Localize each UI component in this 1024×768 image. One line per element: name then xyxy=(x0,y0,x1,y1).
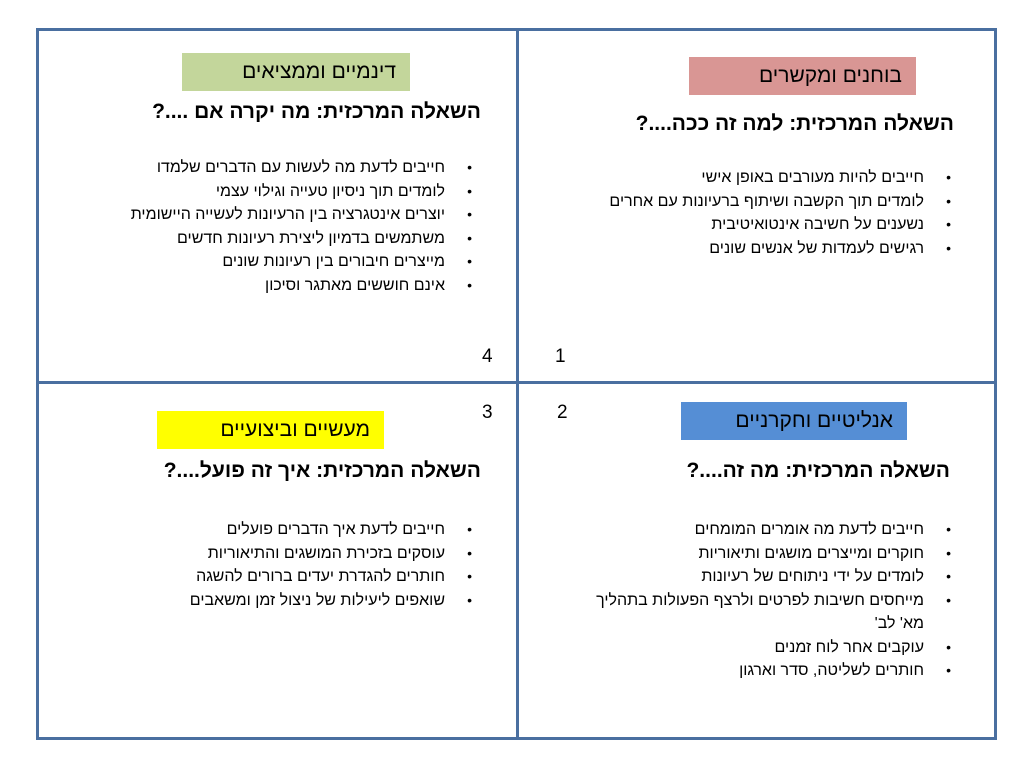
list-item xyxy=(96,589,476,613)
practical-question: השאלה המרכזית: איך זה פועל....? xyxy=(163,459,481,482)
list-item-text: עוקבים אחר לוח זמנים xyxy=(774,638,924,656)
list-item xyxy=(96,518,476,542)
analytic-label: אנליטיים וחקרניים xyxy=(681,402,907,440)
list-item-text: חותרים לשליטה, סדר וארגון xyxy=(739,662,924,679)
list-item xyxy=(96,542,476,566)
practical-list xyxy=(96,518,476,612)
bullet-icon: • xyxy=(946,192,951,209)
quadrant-number-4: 4 xyxy=(482,346,493,367)
testers-list xyxy=(595,166,955,260)
list-item-text: אינם חוששים מאתגר וסיכון xyxy=(265,276,445,294)
list-item xyxy=(595,589,955,636)
bullet-icon: • xyxy=(946,216,951,232)
list-item xyxy=(96,156,476,180)
bullet-icon: • xyxy=(467,276,472,293)
bullet-icon: • xyxy=(946,638,951,655)
list-item xyxy=(595,190,955,214)
list-item xyxy=(96,250,476,274)
quadrant-number-3: 3 xyxy=(482,402,493,423)
list-item-text: חייבים להיות מעורבים באופן אישי xyxy=(701,169,924,186)
bullet-icon: • xyxy=(467,521,472,537)
practical-label: מעשיים וביצועיים xyxy=(157,411,384,449)
bullet-icon: • xyxy=(467,229,472,246)
horizontal-divider xyxy=(36,381,997,384)
quadrant-number-2: 2 xyxy=(557,402,568,423)
list-item-text: חוקרים ומייצרים מושגים ותיאוריות xyxy=(698,544,924,562)
bullet-icon: • xyxy=(946,239,951,256)
list-item xyxy=(96,203,476,227)
list-item xyxy=(595,518,955,542)
bullet-icon: • xyxy=(467,253,472,269)
list-item-text: יוצרים אינטגרציה בין הרעיונות לעשייה היישומית xyxy=(130,206,445,223)
list-item-text: חותרים להגדרת יעדים ברורים להשגה xyxy=(196,568,445,585)
list-item xyxy=(96,565,476,589)
analytic-list xyxy=(595,518,955,683)
list-item-text: רגישים לעמדות של אנשים שונים xyxy=(709,239,924,257)
list-item xyxy=(96,227,476,251)
list-item xyxy=(595,659,955,683)
list-item-text: חייבים לדעת מה לעשות עם הדברים שלמדו xyxy=(156,159,445,176)
list-item-text: חייבים לדעת איך הדברים פועלים xyxy=(226,521,445,538)
testers-label: בוחנים ומקשרים xyxy=(689,57,916,95)
bullet-icon: • xyxy=(946,568,951,584)
bullet-icon: • xyxy=(946,662,951,678)
list-item xyxy=(96,180,476,204)
list-item-text: מייחסים חשיבות לפרטים ולרצף הפעולות בתהליך מא' לב' xyxy=(596,591,924,632)
quadrant-number-1: 1 xyxy=(555,346,566,367)
list-item-text: לומדים על ידי ניתוחים של רעיונות xyxy=(701,568,924,585)
bullet-icon: • xyxy=(467,206,472,222)
list-item-text: עוסקים בזכירת המושגים והתיאוריות xyxy=(207,544,445,562)
list-item-text: נשענים על חשיבה אינטואיטיבית xyxy=(711,216,924,233)
bullet-icon: • xyxy=(467,182,472,199)
bullet-icon: • xyxy=(946,169,951,185)
dynamic-list xyxy=(96,156,476,297)
list-item-text: חייבים לדעת מה אומרים המומחים xyxy=(694,521,924,538)
bullet-icon: • xyxy=(946,591,951,608)
testers-question: השאלה המרכזית: למה זה ככה....? xyxy=(635,112,954,135)
list-item xyxy=(595,237,955,261)
analytic-question: השאלה המרכזית: מה זה....? xyxy=(686,459,950,482)
list-item-text: משתמשים בדמיון ליצירת רעיונות חדשים xyxy=(177,229,445,247)
list-item xyxy=(96,274,476,298)
bullet-icon: • xyxy=(946,544,951,561)
dynamic-question: השאלה המרכזית: מה יקרה אם ....? xyxy=(152,100,481,123)
list-item-text: שואפים ליעילות של ניצול זמן ומשאבים xyxy=(189,591,445,609)
dynamic-label: דינמיים וממציאים xyxy=(182,53,410,91)
bullet-icon: • xyxy=(946,521,951,537)
bullet-icon: • xyxy=(467,568,472,584)
list-item xyxy=(595,542,955,566)
list-item xyxy=(595,213,955,237)
list-item-text: לומדים תוך הקשבה ושיתוף ברעיונות עם אחרים xyxy=(609,192,924,210)
vertical-divider xyxy=(516,28,519,740)
bullet-icon: • xyxy=(467,544,472,561)
list-item xyxy=(595,166,955,190)
bullet-icon: • xyxy=(467,159,472,175)
list-item xyxy=(595,565,955,589)
list-item-text: מייצרים חיבורים בין רעיונות שונים xyxy=(222,253,445,270)
list-item-text: לומדים תוך ניסיון טעייה וגילוי עצמי xyxy=(215,182,445,200)
bullet-icon: • xyxy=(467,591,472,608)
list-item xyxy=(595,636,955,660)
